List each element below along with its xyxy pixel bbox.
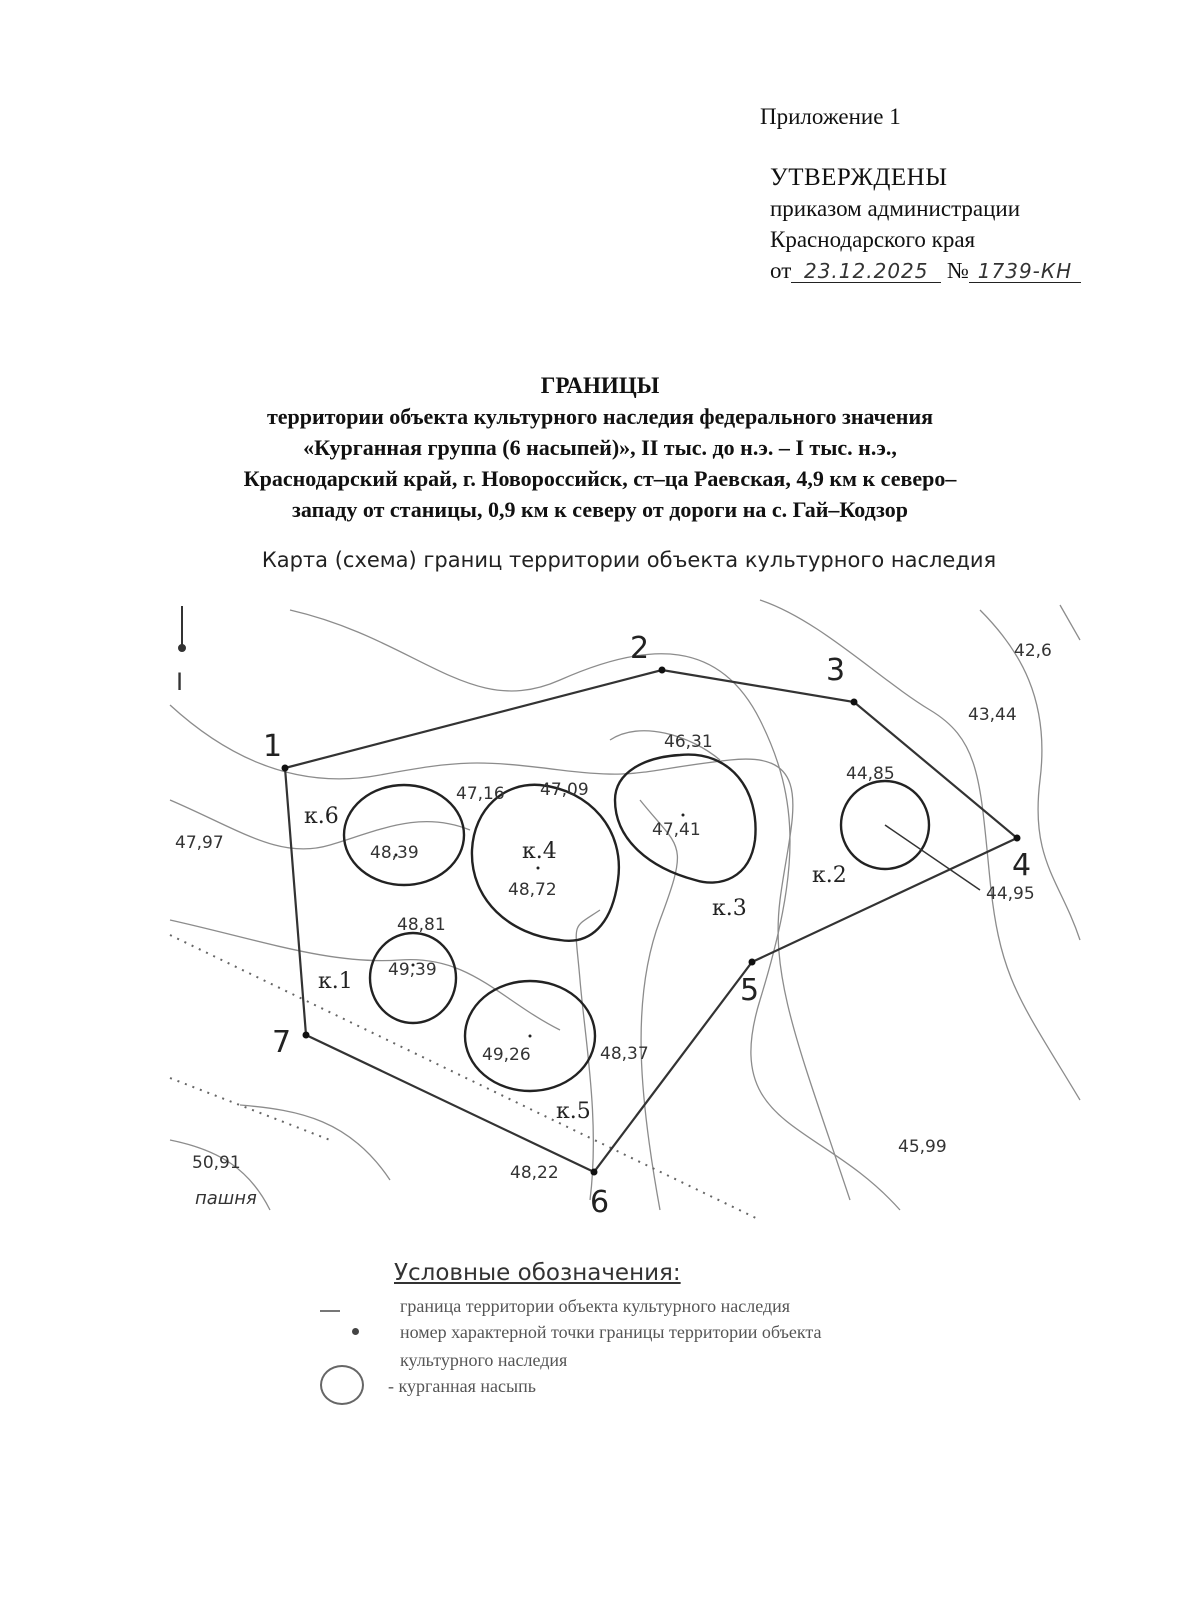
mound-label-6: к.6 [304,804,339,829]
legend-point-text-2: культурного наследия [400,1350,568,1370]
spot-4926 [529,1035,532,1038]
elev-50-91: 50,91 [192,1153,241,1173]
elev-48-39: 48,39 [370,843,419,863]
title-heading: ГРАНИЦЫ [540,373,660,398]
mound-label-3: к.3 [712,896,747,921]
spot-4872 [537,867,540,870]
elev-49-39: 49,39 [388,960,437,980]
elev-42-6: 42,6 [1014,641,1052,661]
north-label: I [176,668,184,696]
appendix-label: Приложение 1 [760,104,901,129]
elev-44-85: 44,85 [846,764,895,784]
leader-line [885,825,980,890]
point-label-2: 2 [630,631,650,666]
road-lines [170,935,760,1220]
point-label-7: 7 [272,1025,292,1060]
map-subtitle: Карта (схема) границ территории объекта культурного наследия [261,548,997,572]
elev-49-26: 49,26 [482,1045,531,1065]
elev-45-99: 45,99 [898,1137,947,1157]
elev-48-37: 48,37 [600,1044,649,1064]
contour-lines [170,600,1080,1210]
document-title [0,370,1200,525]
point-numbers [263,631,1031,1220]
elevation-labels [175,641,1052,1183]
date-prefix: от [770,258,792,283]
approved-heading: УТВЕРЖДЕНЫ [770,164,948,191]
mound-label-1: к.1 [318,969,353,994]
title-line-4: западу от станицы, 0,9 км к северу от дороги на с. Гай–Кодзор [292,497,908,522]
title-line-2: «Курганная группа (6 насыпей)», II тыс. до н.э. – I тыс. н.э., [303,435,897,460]
legend-dot-symbol [352,1328,359,1335]
boundary-vertices [282,667,1021,1176]
territory-boundary [285,670,1017,1172]
elev-48-81: 48,81 [397,915,446,935]
mound-label-4: к.4 [522,839,557,864]
legend-point-text-1: номер характерной точки границы территории объекта [400,1322,822,1342]
arable-land-label: пашня [195,1188,257,1209]
point-label-3: 3 [826,653,846,688]
vertex-3 [851,699,858,706]
elev-47-16: 47,16 [456,784,505,804]
vertex-5 [749,959,756,966]
elev-47-97: 47,97 [175,833,224,853]
elev-46-31: 46,31 [664,732,713,752]
order-date: 23.12.2025 [791,260,941,283]
elev-47-09: 47,09 [540,780,589,800]
elev-47-41: 47,41 [652,820,701,840]
approval-stamp [770,162,1081,286]
order-line-2: Краснодарского края [770,227,976,252]
spot-4841 [682,814,685,817]
vertex-2 [659,667,666,674]
order-line-1: приказом администрации [770,196,1021,221]
vertex-4 [1014,835,1021,842]
elev-43-44: 43,44 [968,705,1017,725]
elev-44-95: 44,95 [986,884,1035,904]
order-number: 1739-КН [969,260,1081,283]
order-date-line [770,255,1081,286]
mound-3-outline [615,755,756,883]
title-line-1: территории объекта культурного наследия федерального значения [266,404,934,429]
point-label-5: 5 [740,973,760,1008]
point-label-4: 4 [1012,848,1032,883]
mound-label-5: к.5 [556,1099,591,1124]
north-arrow [179,606,185,651]
number-prefix: № [947,258,969,283]
vertex-1 [282,765,289,772]
legend-circle-symbol [320,1365,364,1405]
title-line-3: Краснодарский край, г. Новороссийск, ст–ца Раевская, 4,9 км к северо– [243,466,957,491]
elev-48-72: 48,72 [508,880,557,900]
boundary-map [0,590,1200,1250]
vertex-6 [591,1169,598,1176]
legend-title: Условные обозначения: [394,1260,681,1286]
legend-mound-text: - курганная насыпь [388,1376,536,1396]
point-label-1: 1 [263,729,283,764]
mound-label-2: к.2 [812,863,847,888]
point-label-6: 6 [590,1185,610,1220]
elev-48-22: 48,22 [510,1163,559,1183]
legend-line-symbol [320,1310,340,1312]
legend-boundary-text: граница территории объекта культурного наследия [400,1296,791,1316]
vertex-7 [303,1032,310,1039]
